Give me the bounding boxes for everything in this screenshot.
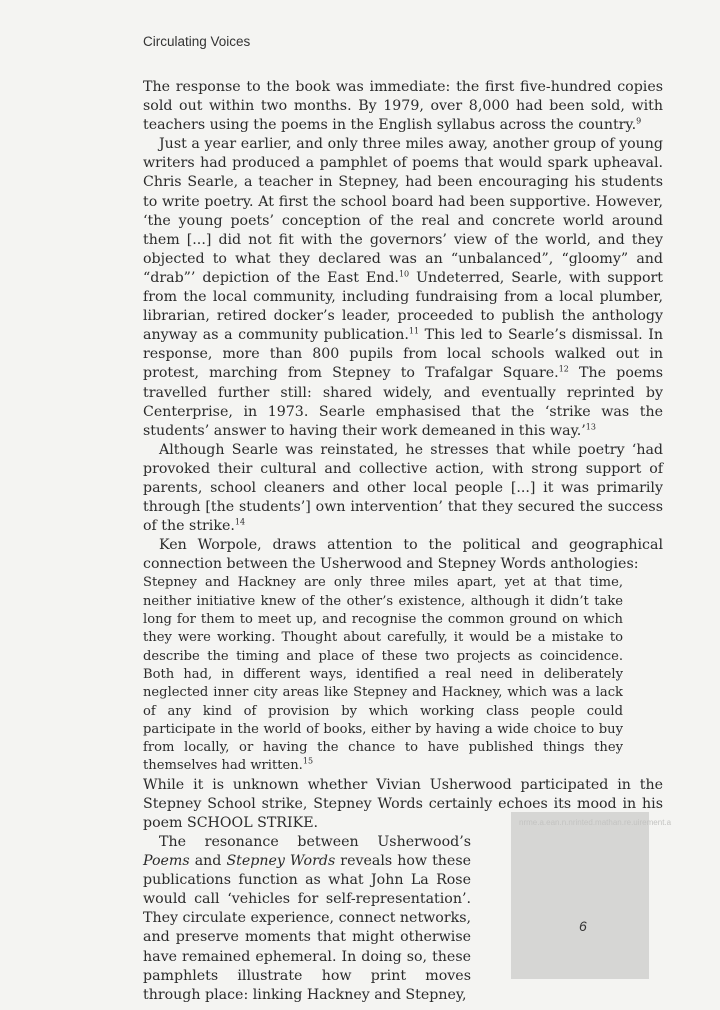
running-head: Circulating Voices: [143, 34, 251, 49]
page-number: 6: [579, 918, 587, 934]
paragraph-1: The response to the book was immediate: the first five-hundred copies sold out within two months. By 1979, over 8,000 had been sold, with teachers using the poems in the English syllabus across the country.$^9$: [143, 79, 663, 134]
footnote-ref: 12: [558, 364, 569, 374]
paragraph-6: The resonance between Usherwood’s Poems and Stepney Words reveals how these publications function as what John La Rose would call ‘vehicles for self-representation’. They circulate experience, connect networks, and preserve moments that might otherwise have remained ephemeral. In doing so, these pamphlets illustrate how print moves through place: linking Hackney and Stepney,: [143, 833, 471, 1003]
block-quote: Stepney and Hackney are only three miles apart, yet at that time, neither initiative knew of the other’s existence, although it didn’t take long for them to meet up, and recognise the common ground on which they were working. Thought about carefully, it would be a mistake to describe the timing and place of these two projects as coincidence. Both had, in different ways, identified a real need in deliberately neglected inner city areas like Stepney and Hackney, which was a lack of any kind of provision by which working class people could participate in the world of books, either by having a wide choice to buy from locally, or having the chance to have published things they themselves had written.$^{15}$: [143, 575, 623, 774]
paragraph-2: Just a year earlier, and only three miles away, another group of young writers had produced a pamphlet of poems that would spark upheaval. Chris Searle, a teacher in Stepney, had been encouraging his students to write poetry. At first the school board had been supportive. However, ‘the young poets’ conception of the real and concrete world around them [...] did not fit with the governors’ view of the world, and they objected to what they declared was an “unbalanced”, “gloomy” and “drab”’ depiction of the East End.$^{10}$ Undeterred, Searle, with support from the local community, including fundraising from a local plumber, librarian, retired docker’s leader, proceeded to publish the anthology anyway as a community publication.$^{11}$ This led to Searle’s dismissal. In response, more than 800 pupils from local schools walked out in protest, marching from Stepney to Trafalgar Square.$^{12}$ The poems travelled further still: shared widely, and eventually reprinted by Centerprise, in 1973. Searle emphasised that the ‘strike was the students’ answer to having their work demeaned in this way.’$^{13}$: [143, 136, 664, 439]
footnote-ref: 10: [398, 269, 410, 279]
paragraph-3: Although Searle was reinstated, he stresses that while poetry ‘had provoked their cultural and collective action, with strong support of parents, school cleaners and other local people [...] it was primarily through [the students’] own intervention’ that they secured the success of the strike.$^{14}$: [143, 441, 663, 535]
footnote-ref: 15: [302, 757, 314, 767]
footnote-ref: 14: [234, 517, 246, 527]
paragraph-4: Ken Worpole, draws attention to the political and geographical connection between the Usherwood and Stepney Words anthologies:: [143, 537, 663, 573]
footnote-ref: 9: [636, 116, 642, 126]
footnote-ref: 13: [585, 421, 596, 431]
figure-placeholder: [511, 812, 672, 979]
paragraph-5: While it is unknown whether Vivian Usherwood participated in the Stepney School strike, Stepney Words certainly echoes its mood in his poem SCHOOL STRIKE.: [143, 776, 663, 831]
bleed-through-text: nrme.a.ean.n.nrinted.mathan.re.uirement.a: [519, 818, 672, 827]
footnote-ref: 11: [408, 326, 420, 336]
